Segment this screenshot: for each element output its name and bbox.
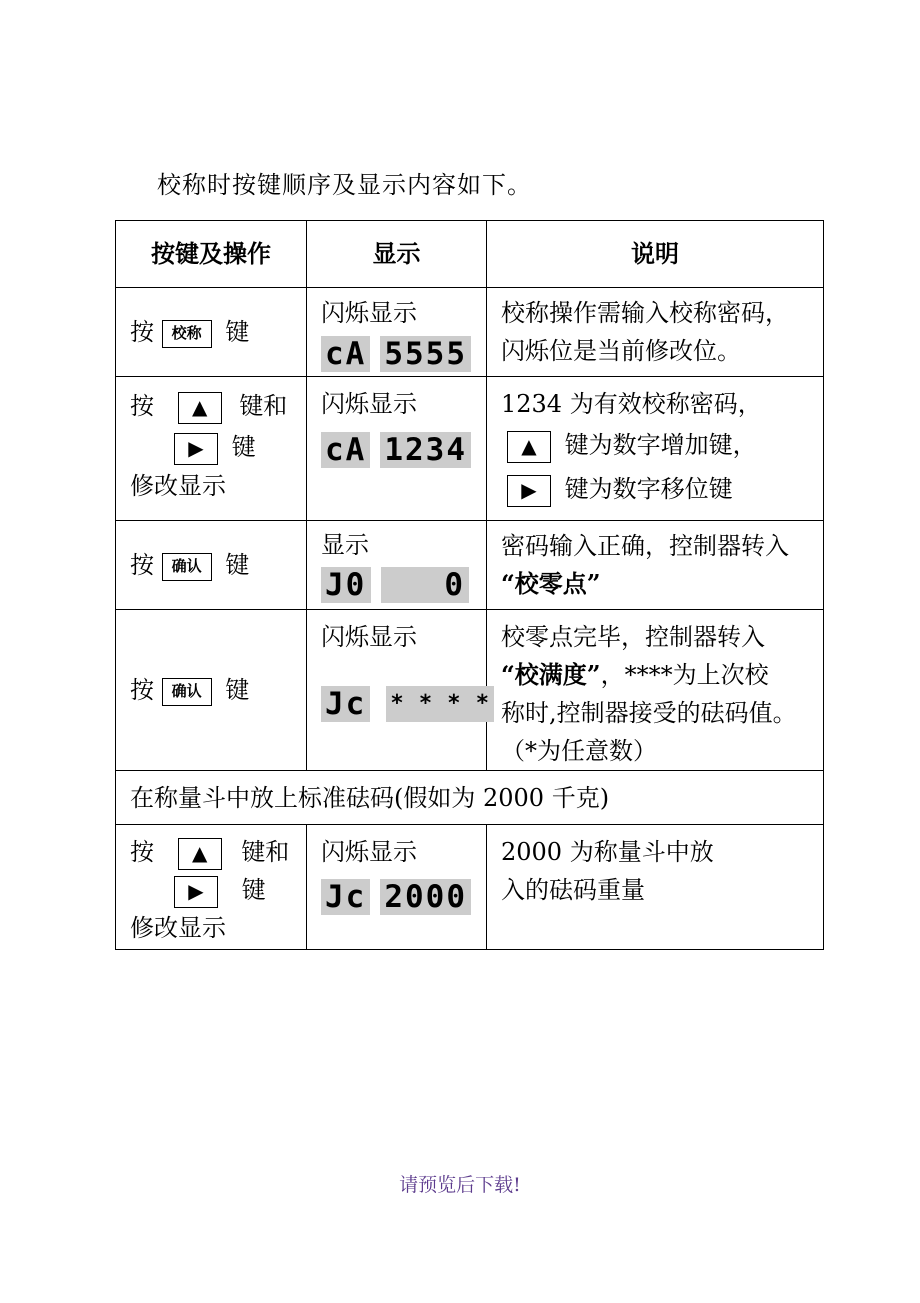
header-keys: 按键及操作 [116, 221, 307, 288]
confirm-key: 确认 [162, 553, 212, 581]
right-arrow-icon: ▶ [174, 876, 218, 908]
description-line: ，****为上次校 [600, 661, 769, 689]
press-text: 按 [130, 551, 154, 579]
lcd-display-value: 0 [381, 567, 469, 603]
description-line: “校零点” [501, 569, 601, 598]
lcd-display-mode: cA [321, 432, 370, 468]
description-line: “校满度” [501, 660, 601, 689]
up-arrow-icon: ▲ [178, 392, 222, 424]
note-text: 在称量斗中放上标准砝码(假如为 2000 千克) [116, 771, 824, 825]
key-text: 键 [225, 318, 250, 346]
right-arrow-icon: ▶ [507, 475, 551, 507]
header-display: 显示 [307, 221, 487, 288]
calibrate-key: 校称 [162, 320, 212, 348]
table-row [116, 610, 824, 771]
description-line: 称时,控制器接受的砝码值。 [501, 699, 797, 727]
key-text: 键 [231, 433, 256, 461]
lcd-display-value: 2000 [380, 879, 471, 915]
press-text: 按 [130, 676, 154, 704]
display-label: 闪烁显示 [321, 623, 417, 651]
press-text: 按 [130, 318, 154, 346]
calibration-table [115, 220, 824, 950]
up-arrow-icon: ▲ [507, 431, 551, 463]
description-line: 密码输入正确，控制器转入 [501, 532, 789, 560]
up-arrow-icon: ▲ [178, 838, 222, 870]
key-and-text: 键和 [241, 838, 290, 866]
key-and-text: 键和 [239, 392, 288, 420]
lcd-display-mode: J0 [321, 567, 371, 603]
table-row [116, 288, 824, 377]
lcd-display-mode: cA [321, 336, 370, 372]
header-description: 说明 [487, 221, 824, 288]
description-line: 校称操作需输入校称密码， [501, 299, 789, 327]
lcd-display-mode: Jc [321, 686, 370, 722]
right-arrow-icon: ▶ [174, 433, 218, 465]
description-line: 闪烁位是当前修改位。 [501, 337, 741, 365]
press-text: 按 [130, 838, 154, 866]
key-text: 键 [225, 551, 250, 579]
footer-download-note: 请预览后下载! [399, 1174, 521, 1196]
table-row [116, 377, 824, 521]
description-line: 入的砝码重量 [501, 876, 645, 904]
description-line: 校零点完毕，控制器转入 [501, 623, 765, 651]
press-text: 按 [130, 392, 154, 420]
modify-display-text: 修改显示 [130, 472, 226, 500]
lcd-display-value: * * * * [386, 686, 494, 722]
description-line: 键为数字移位键 [564, 475, 733, 503]
intro-text: 校称时按键顺序及显示内容如下。 [157, 171, 532, 199]
lcd-display-value: 1234 [380, 432, 471, 468]
display-label: 闪烁显示 [321, 299, 417, 327]
lcd-display-mode: Jc [321, 879, 370, 915]
key-text: 键 [225, 676, 250, 704]
display-label: 闪烁显示 [321, 390, 417, 418]
table-row [116, 521, 824, 610]
display-label: 显示 [321, 531, 369, 559]
confirm-key: 确认 [162, 678, 212, 706]
display-label: 闪烁显示 [321, 838, 417, 866]
lcd-display-value: 5555 [380, 336, 471, 372]
description-line: 1234 为有效校称密码， [501, 390, 762, 418]
description-line: 2000 为称量斗中放 [501, 838, 714, 866]
key-text: 键 [241, 876, 266, 904]
note-row [116, 771, 824, 825]
description-line: 键为数字增加键， [564, 431, 757, 459]
modify-display-text: 修改显示 [130, 914, 226, 942]
table-row [116, 825, 824, 950]
description-line: （*为任意数） [501, 737, 657, 765]
table-header-row [116, 221, 824, 288]
